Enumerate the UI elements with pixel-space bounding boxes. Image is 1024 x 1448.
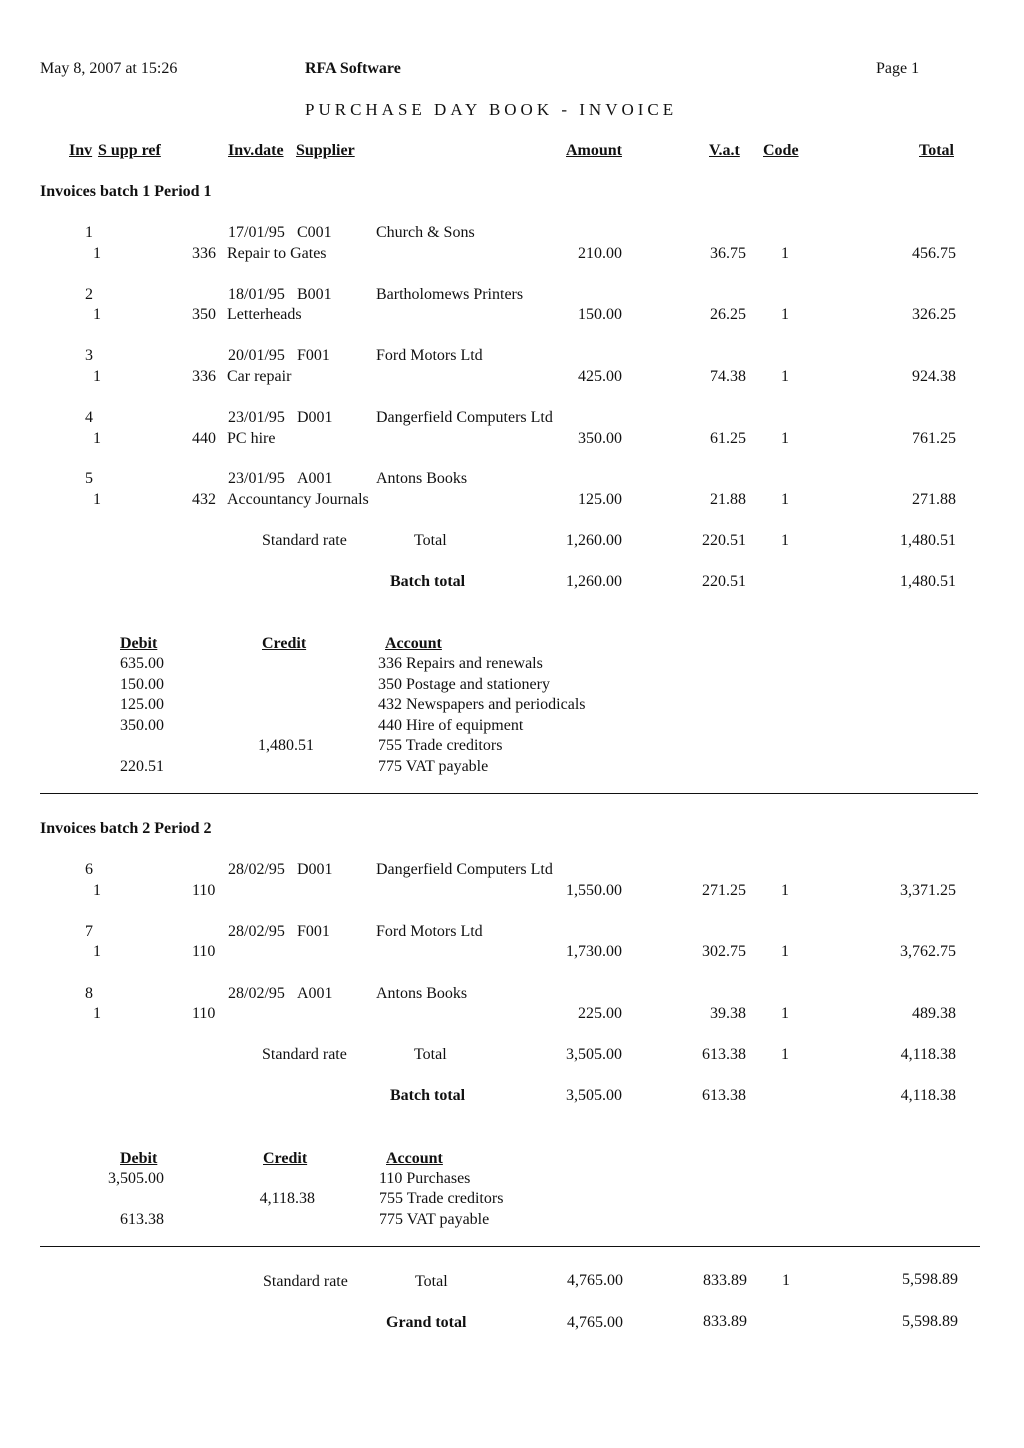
summary-amount: 4,765.00 xyxy=(567,1272,623,1289)
invoice-date: 18/01/95 xyxy=(228,286,285,303)
ledger-account: 775 VAT payable xyxy=(378,758,489,775)
nominal-ref: 350 xyxy=(192,306,216,323)
line-total: 456.75 xyxy=(912,245,956,262)
line-vat: 302.75 xyxy=(702,943,746,960)
nominal-ref: 432 xyxy=(192,491,216,508)
line-amount: 1,730.00 xyxy=(566,943,622,960)
line-vat: 61.25 xyxy=(710,430,746,447)
supplier-code: D001 xyxy=(297,409,333,426)
ledger-header-debit: Debit xyxy=(120,1150,158,1167)
summary-total: 4,118.38 xyxy=(900,1046,956,1063)
line-amount: 425.00 xyxy=(578,368,622,385)
batch-heading: Invoices batch 2 Period 2 xyxy=(40,820,212,837)
ledger-header-debit: Debit xyxy=(120,635,158,652)
line-total: 271.88 xyxy=(912,491,956,508)
invoice-number: 6 xyxy=(85,861,93,878)
supplier-name: Dangerfield Computers Ltd xyxy=(376,861,553,878)
line-number: 1 xyxy=(93,882,101,899)
invoice-number: 5 xyxy=(85,470,93,487)
summary-amount: 1,260.00 xyxy=(566,532,622,549)
supplier-name: Ford Motors Ltd xyxy=(376,923,483,940)
summary-vat-code: 1 xyxy=(781,1046,789,1063)
vat-code: 1 xyxy=(781,430,789,447)
line-number: 1 xyxy=(93,491,101,508)
supplier-name: Bartholomews Printers xyxy=(376,286,524,303)
rate-label: Standard rate xyxy=(263,1273,348,1290)
summary-vat: 833.89 xyxy=(703,1272,747,1289)
company-name: RFA Software xyxy=(305,60,401,77)
summary-vat-code: 1 xyxy=(781,532,789,549)
nominal-ref: 440 xyxy=(192,430,216,447)
supplier-name: Antons Books xyxy=(376,985,468,1002)
invoice-date: 28/02/95 xyxy=(228,985,285,1002)
ledger-account: 350 Postage and stationery xyxy=(378,676,550,693)
line-vat: 21.88 xyxy=(710,491,746,508)
invoice-number: 3 xyxy=(85,347,93,364)
vat-code: 1 xyxy=(781,245,789,262)
grand-total-label: Grand total xyxy=(386,1314,467,1331)
col-header-supp-ref: S upp ref xyxy=(98,142,161,159)
line-description: PC hire xyxy=(227,430,276,447)
summary-vat: 220.51 xyxy=(702,532,746,549)
supplier-name: Church & Sons xyxy=(376,224,475,241)
nominal-ref: 336 xyxy=(192,245,216,262)
supplier-code: A001 xyxy=(297,470,333,487)
batch-total-vat: 220.51 xyxy=(702,573,746,590)
line-vat: 36.75 xyxy=(710,245,746,262)
line-amount: 210.00 xyxy=(578,245,622,262)
batch-total-amount: 3,505.00 xyxy=(566,1087,622,1104)
line-description: Repair to Gates xyxy=(227,245,327,262)
line-amount: 225.00 xyxy=(578,1005,622,1022)
vat-code: 1 xyxy=(781,368,789,385)
summary-total-label: Total xyxy=(415,1273,448,1290)
nominal-ref: 110 xyxy=(192,943,216,960)
line-description: Letterheads xyxy=(227,306,302,323)
line-number: 1 xyxy=(93,430,101,447)
summary-vat: 613.38 xyxy=(702,1046,746,1063)
batch-total-total: 4,118.38 xyxy=(900,1087,956,1104)
col-header-inv: Inv xyxy=(69,142,93,159)
col-header-inv-date: Inv.date xyxy=(228,142,284,159)
grand-total-total: 5,598.89 xyxy=(902,1313,958,1330)
supplier-code: A001 xyxy=(297,985,333,1002)
supplier-code: F001 xyxy=(297,347,330,364)
supplier-name: Ford Motors Ltd xyxy=(376,347,483,364)
report-datetime: May 8, 2007 at 15:26 xyxy=(40,60,178,77)
invoice-number: 1 xyxy=(85,224,93,241)
batch-heading: Invoices batch 1 Period 1 xyxy=(40,183,212,200)
line-total: 326.25 xyxy=(912,306,956,323)
batch-total-vat: 613.38 xyxy=(702,1087,746,1104)
grand-total-amount: 4,765.00 xyxy=(567,1314,623,1331)
line-amount: 1,550.00 xyxy=(566,882,622,899)
batch-total-label: Batch total xyxy=(390,1087,466,1104)
line-vat: 39.38 xyxy=(710,1005,746,1022)
ledger-header-credit: Credit xyxy=(263,1150,308,1167)
line-vat: 26.25 xyxy=(710,306,746,323)
vat-code: 1 xyxy=(781,306,789,323)
line-number: 1 xyxy=(93,1005,101,1022)
ledger-debit: 150.00 xyxy=(120,676,164,693)
page-number: Page 1 xyxy=(876,60,920,77)
ledger-debit: 220.51 xyxy=(120,758,164,775)
supplier-code: D001 xyxy=(297,861,333,878)
supplier-name: Dangerfield Computers Ltd xyxy=(376,409,553,426)
summary-amount: 3,505.00 xyxy=(566,1046,622,1063)
line-number: 1 xyxy=(93,943,101,960)
col-header-code: Code xyxy=(763,142,799,159)
batch-total-label: Batch total xyxy=(390,573,466,590)
invoice-number: 8 xyxy=(85,985,93,1002)
col-header-total: Total xyxy=(919,142,954,159)
vat-code: 1 xyxy=(781,491,789,508)
invoice-number: 7 xyxy=(85,923,93,940)
ledger-account: 336 Repairs and renewals xyxy=(378,655,543,672)
ledger-credit: 1,480.51 xyxy=(258,737,314,754)
ledger-account: 755 Trade creditors xyxy=(378,737,503,754)
invoice-number: 4 xyxy=(85,409,93,426)
ledger-header-account: Account xyxy=(386,1150,443,1167)
line-description: Car repair xyxy=(227,368,292,385)
summary-total-label: Total xyxy=(414,1046,447,1063)
report-title: PURCHASE DAY BOOK - INVOICE xyxy=(305,100,678,119)
summary-total: 5,598.89 xyxy=(902,1271,958,1288)
invoice-date: 20/01/95 xyxy=(228,347,285,364)
ledger-account: 432 Newspapers and periodicals xyxy=(378,696,586,713)
invoice-date: 23/01/95 xyxy=(228,470,285,487)
supplier-name: Antons Books xyxy=(376,470,468,487)
batch-total-total: 1,480.51 xyxy=(900,573,956,590)
line-total: 3,371.25 xyxy=(900,882,956,899)
ledger-debit: 125.00 xyxy=(120,696,164,713)
line-number: 1 xyxy=(93,245,101,262)
line-description: Accountancy Journals xyxy=(227,491,369,508)
line-amount: 125.00 xyxy=(578,491,622,508)
ledger-debit: 350.00 xyxy=(120,717,164,734)
supplier-code: B001 xyxy=(297,286,332,303)
supplier-code: C001 xyxy=(297,224,332,241)
line-vat: 74.38 xyxy=(710,368,746,385)
rate-label: Standard rate xyxy=(262,532,347,549)
summary-total: 1,480.51 xyxy=(900,532,956,549)
ledger-account: 110 Purchases xyxy=(379,1170,471,1187)
ledger-header-credit: Credit xyxy=(262,635,307,652)
col-header-supplier: Supplier xyxy=(296,142,355,159)
line-total: 3,762.75 xyxy=(900,943,956,960)
line-total: 761.25 xyxy=(912,430,956,447)
col-header-vat: V.a.t xyxy=(709,142,740,159)
line-number: 1 xyxy=(93,306,101,323)
ledger-account: 755 Trade creditors xyxy=(379,1190,504,1207)
line-total: 924.38 xyxy=(912,368,956,385)
nominal-ref: 110 xyxy=(192,1005,216,1022)
invoice-date: 28/02/95 xyxy=(228,923,285,940)
line-number: 1 xyxy=(93,368,101,385)
summary-total-label: Total xyxy=(414,532,447,549)
ledger-header-account: Account xyxy=(385,635,442,652)
section-divider xyxy=(40,793,978,794)
ledger-account: 440 Hire of equipment xyxy=(378,717,524,734)
vat-code: 1 xyxy=(781,943,789,960)
rate-label: Standard rate xyxy=(262,1046,347,1063)
line-amount: 350.00 xyxy=(578,430,622,447)
col-header-amount: Amount xyxy=(566,142,623,159)
vat-code: 1 xyxy=(781,1005,789,1022)
line-total: 489.38 xyxy=(912,1005,956,1022)
invoice-date: 23/01/95 xyxy=(228,409,285,426)
invoice-date: 28/02/95 xyxy=(228,861,285,878)
vat-code: 1 xyxy=(781,882,789,899)
summary-vat-code: 1 xyxy=(782,1272,790,1289)
grand-total-vat: 833.89 xyxy=(703,1313,747,1330)
section-divider xyxy=(40,1246,980,1247)
ledger-account: 775 VAT payable xyxy=(379,1211,490,1228)
nominal-ref: 336 xyxy=(192,368,216,385)
ledger-debit: 613.38 xyxy=(120,1211,164,1228)
batch-total-amount: 1,260.00 xyxy=(566,573,622,590)
ledger-debit: 3,505.00 xyxy=(108,1170,164,1187)
ledger-debit: 635.00 xyxy=(120,655,164,672)
supplier-code: F001 xyxy=(297,923,330,940)
invoice-date: 17/01/95 xyxy=(228,224,285,241)
line-amount: 150.00 xyxy=(578,306,622,323)
ledger-credit: 4,118.38 xyxy=(259,1190,315,1207)
line-vat: 271.25 xyxy=(702,882,746,899)
nominal-ref: 110 xyxy=(192,882,216,899)
invoice-number: 2 xyxy=(85,286,93,303)
